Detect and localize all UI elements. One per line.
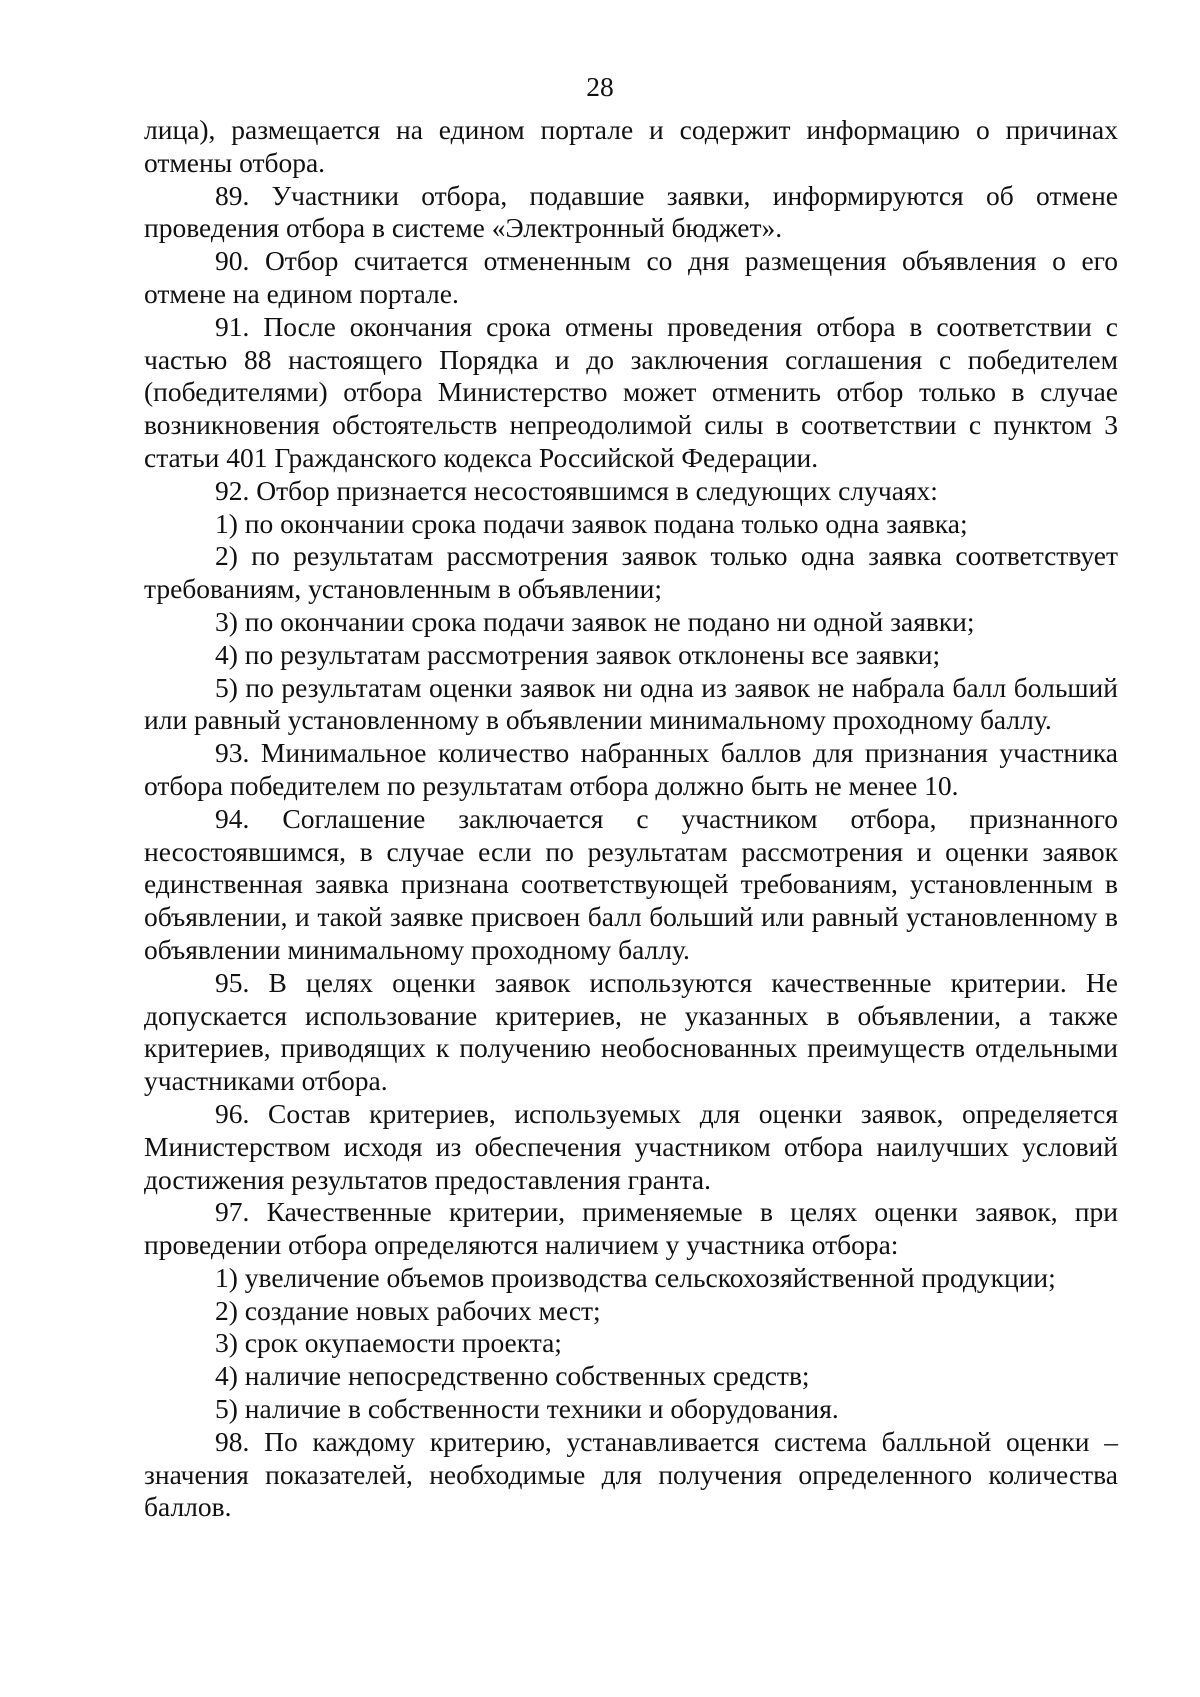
paragraph-continuation: лица), размещается на едином портале и содержит информацию о причинах отмены отбора. — [144, 114, 1118, 178]
paragraph-89: 89. Участники отбора, подавшие заявки, информируются об отмене проведения отбора в системе «Электронный бюджет». — [144, 179, 1118, 244]
paragraph-94: 94. Соглашение заключается с участником отбора, признанного несостоявшимся, в случае если по результатам рассмотрения и оценки заявок единственная заявка признана соответствующей требованиям, установленным в объявлении, и такой заявке присвоен балл больший или равный установленному в объявлении минимальному проходному баллу. — [144, 802, 1118, 965]
paragraph-92-item-4: 4) по результатам рассмотрения заявок отклонены все заявки; — [215, 638, 941, 670]
paragraph-97-item-1: 1) увеличение объемов производства сельскохозяйственной продукции; — [215, 1261, 1056, 1293]
paragraph-93: 93. Минимальное количество набранных баллов для признания участника отбора победителем по результатам отбора должно быть не менее 10. — [144, 737, 1118, 801]
paragraph-92-item-5: 5) по результатам оценки заявок ни одна из заявок не набрала балл больший или равный установленному в объявлении минимальному проходному баллу. — [144, 671, 1118, 736]
page-number: 28 — [586, 71, 614, 102]
paragraph-97-item-3: 3) срок окупаемости проекта; — [215, 1327, 562, 1359]
paragraph-92-item-1: 1) по окончании срока подачи заявок подана только одна заявка; — [215, 507, 968, 539]
paragraph-98: 98. По каждому критерию, устанавливается система балльной оценки – значения показателей, необходимые для получения определенного количества баллов. — [144, 1425, 1118, 1523]
paragraph-92-item-2: 2) по результатам рассмотрения заявок только одна заявка соответствует требованиям, установленным в объявлении; — [144, 540, 1118, 605]
paragraph-92-item-3: 3) по окончании срока подачи заявок не подано ни одной заявки; — [215, 605, 975, 637]
paragraph-91: 91. После окончания срока отмены проведения отбора в соответствии с частью 88 настоящего Порядка и до заключения соглашения с победителем (победителями) отбора Министерство может отменить отбор только в случае возникновения обстоятельств непреодолимой силы в соответствии с пунктом 3 статьи 401 Гражданского кодекса Российской Федерации. — [144, 310, 1118, 473]
paragraph-97: 97. Качественные критерии, применяемые в целях оценки заявок, при проведении отбора определяются наличием у участника отбора: — [144, 1196, 1118, 1261]
paragraph-97-item-4: 4) наличие непосредственно собственных средств; — [215, 1360, 810, 1392]
paragraph-97-item-5: 5) наличие в собственности техники и оборудования. — [215, 1393, 839, 1425]
paragraph-92: 92. Отбор признается несостоявшимся в следующих случаях: — [215, 474, 938, 506]
paragraph-97-item-2: 2) создание новых рабочих мест; — [215, 1294, 601, 1326]
document-body — [144, 114, 1118, 1524]
paragraph-95: 95. В целях оценки заявок используются качественные критерии. Не допускается использование критериев, не указанных в объявлении, а также критериев, приводящих к получению необоснованных преимуществ отдельными участниками отбора. — [144, 966, 1118, 1097]
paragraph-96: 96. Состав критериев, используемых для оценки заявок, определяется Министерством исходя из обеспечения участником отбора наилучших условий достижения результатов предоставления гранта. — [144, 1097, 1118, 1195]
paragraph-90: 90. Отбор считается отмененным со дня размещения объявления о его отмене на едином портале. — [144, 245, 1118, 309]
